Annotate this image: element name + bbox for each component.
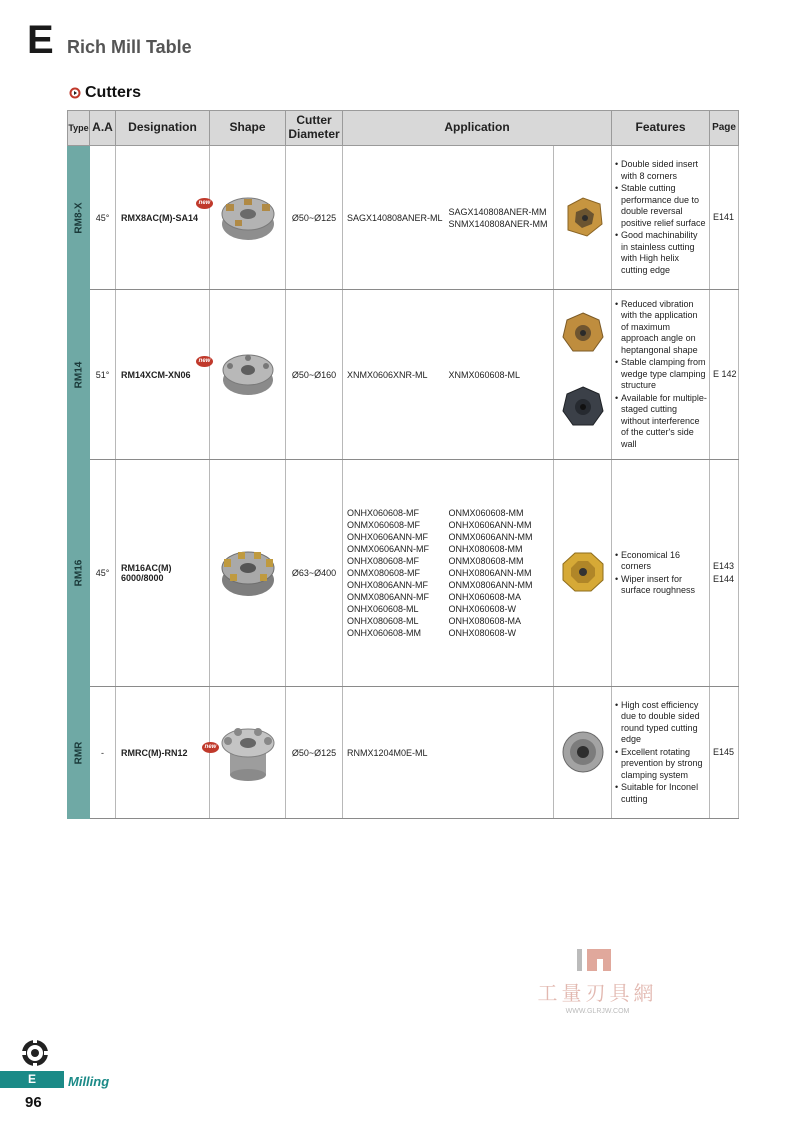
insert-image-cell bbox=[554, 146, 612, 290]
insert-image-cell bbox=[554, 687, 612, 819]
heptagon-insert-images bbox=[559, 309, 607, 439]
insert-code: ONMX0806ANN-MF bbox=[347, 592, 430, 602]
page-title: Rich Mill Table bbox=[67, 37, 192, 57]
designation-text: RM14XCM-XN06 bbox=[121, 369, 191, 380]
insert-code: ONMX080608-MF bbox=[347, 568, 421, 578]
insert-code: RNMX1204M0E-ML bbox=[347, 747, 428, 758]
application-col2 bbox=[449, 687, 554, 819]
feature-item: • Economical 16 corners bbox=[615, 550, 707, 573]
cutters-table bbox=[67, 110, 739, 819]
col-header-application: Application bbox=[343, 111, 612, 146]
table-row bbox=[68, 146, 739, 290]
insert-code: ONHX0606ANN-MM bbox=[448, 520, 532, 530]
page-cell bbox=[710, 290, 739, 460]
insert-code: ONHX0606ANN-MF bbox=[347, 532, 429, 542]
type-cell bbox=[68, 687, 90, 819]
application-col1 bbox=[343, 460, 449, 687]
new-badge: new bbox=[202, 742, 219, 753]
feature-item: • Available for multiple-staged cutting without interference of the cutter's side wall bbox=[615, 393, 707, 451]
page-ref-link[interactable]: E141 bbox=[713, 212, 735, 222]
col-header-diameter: Cutter Diameter bbox=[286, 111, 343, 146]
new-badge: new bbox=[196, 198, 213, 209]
designation-cell bbox=[116, 290, 210, 460]
watermark-text: 工量刃具網 bbox=[537, 983, 658, 1005]
feature-item: • Stable clamping from wedge type clamping structure bbox=[615, 357, 707, 392]
feature-item: • Reduced vibration with the application of maximum approach angle on heptangonal shape bbox=[615, 299, 707, 357]
footer-tab: E bbox=[0, 1071, 64, 1088]
application-col2 bbox=[449, 290, 554, 460]
feature-item: • Wiper insert for surface roughness bbox=[615, 574, 707, 597]
col-header-type: Type bbox=[68, 111, 90, 146]
features-cell bbox=[612, 146, 710, 290]
type-cell bbox=[68, 146, 90, 290]
feature-item: • High cost efficiency due to double sided round typed cutting edge bbox=[615, 700, 707, 746]
designation-cell bbox=[116, 146, 210, 290]
insert-image-cell bbox=[554, 290, 612, 460]
insert-code: ONHX080608-MA bbox=[448, 616, 522, 626]
insert-code: ONHX060608-W bbox=[448, 604, 517, 614]
insert-code: SNMX140808ANER-MM bbox=[448, 218, 548, 229]
section-heading bbox=[69, 84, 141, 102]
table-row bbox=[68, 460, 739, 687]
type-label: RM16 bbox=[73, 559, 84, 587]
insert-code: ONMX060608-MM bbox=[448, 508, 524, 518]
circle-arrow-icon bbox=[69, 87, 81, 99]
insert-code: XNMX060608-ML bbox=[448, 369, 521, 380]
insert-code: ONHX0806ANN-MM bbox=[448, 568, 532, 578]
page-ref-link[interactable]: E 142 bbox=[713, 369, 737, 379]
designation-cell bbox=[116, 460, 210, 687]
diameter-cell: Ø50~Ø160 bbox=[286, 290, 343, 460]
page-cell bbox=[710, 687, 739, 819]
feature-item: • Stable cutting performance due to double reversal positive relief surface bbox=[615, 183, 707, 229]
type-cell bbox=[68, 290, 90, 460]
insert-code: ONHX080608-W bbox=[448, 628, 517, 638]
diameter-cell: Ø63~Ø400 bbox=[286, 460, 343, 687]
page-number: 96 bbox=[25, 1094, 42, 1111]
insert-code: ONHX060608-MF bbox=[347, 508, 420, 518]
insert-code: ONHX080608-ML bbox=[347, 616, 419, 626]
feature-item: • Excellent rotating prevention by strong clamping system bbox=[615, 747, 707, 782]
col-header-designation: Designation bbox=[116, 111, 210, 146]
insert-code: SAGX140808ANER-ML bbox=[347, 212, 443, 223]
application-col1 bbox=[343, 290, 449, 460]
page-cell bbox=[710, 146, 739, 290]
type-label: RMR bbox=[73, 741, 84, 764]
insert-code: ONHX080608-MM bbox=[448, 544, 523, 554]
square-insert-image bbox=[560, 194, 606, 240]
type-label: RM14 bbox=[73, 361, 84, 388]
insert-code: ONHX080608-MF bbox=[347, 556, 420, 566]
insert-code: ONMX0606ANN-MF bbox=[347, 544, 430, 554]
features-cell bbox=[612, 290, 710, 460]
octagon-insert-image bbox=[559, 549, 607, 595]
application-col2 bbox=[449, 146, 554, 290]
page-cell bbox=[710, 460, 739, 687]
feature-item: • Double sided insert with 8 corners bbox=[615, 159, 707, 182]
new-badge: new bbox=[196, 356, 213, 367]
insert-code: ONHX0806ANN-MF bbox=[347, 580, 429, 590]
application-col2 bbox=[449, 460, 554, 687]
shape-cell bbox=[210, 290, 286, 460]
watermark-logo-icon bbox=[575, 945, 615, 975]
diameter-cell: Ø50~Ø125 bbox=[286, 146, 343, 290]
page-ref-link[interactable]: E144 bbox=[713, 574, 735, 584]
section-letter: E bbox=[27, 18, 54, 62]
features-cell bbox=[612, 460, 710, 687]
page-ref-link[interactable]: E145 bbox=[713, 747, 735, 757]
insert-code: ONMX0806ANN-MM bbox=[448, 580, 533, 590]
shape-cell bbox=[210, 146, 286, 290]
insert-code: ONMX080608-MM bbox=[448, 556, 524, 566]
cutter-body-image bbox=[216, 348, 280, 400]
watermark bbox=[530, 945, 665, 1015]
insert-code: ONMX060608-MF bbox=[347, 520, 421, 530]
aa-cell: 45° bbox=[90, 460, 116, 687]
insert-code: SAGX140808ANER-MM bbox=[448, 206, 547, 217]
aa-cell: 51° bbox=[90, 290, 116, 460]
insert-code: ONMX0606ANN-MM bbox=[448, 532, 533, 542]
features-cell bbox=[612, 687, 710, 819]
application-col1 bbox=[343, 146, 449, 290]
insert-code: XNMX0606XNR-ML bbox=[347, 369, 428, 380]
insert-code: ONHX060608-MA bbox=[448, 592, 522, 602]
designation-text: RMRC(M)-RN12 bbox=[121, 747, 188, 758]
section-title: Cutters bbox=[85, 84, 142, 101]
type-cell bbox=[68, 460, 90, 687]
col-header-shape: Shape bbox=[210, 111, 286, 146]
col-header-features: Features bbox=[612, 111, 710, 146]
type-label: RM8-X bbox=[73, 201, 84, 234]
insert-code: ONHX060608-ML bbox=[347, 604, 419, 614]
col-header-aa: A.A bbox=[90, 111, 116, 146]
shape-cell bbox=[210, 460, 286, 687]
insert-image-cell bbox=[554, 460, 612, 687]
page-ref-link[interactable]: E143 bbox=[713, 561, 735, 571]
cutter-body-image bbox=[216, 190, 280, 244]
table-row bbox=[68, 290, 739, 460]
aa-cell: - bbox=[90, 687, 116, 819]
cutter-body-image bbox=[216, 721, 280, 783]
table-row bbox=[68, 687, 739, 819]
round-insert-image bbox=[559, 728, 607, 776]
feature-item: • Suitable for Inconel cutting bbox=[615, 782, 707, 805]
insert-code: ONHX060608-MM bbox=[347, 628, 422, 638]
cutter-logo-icon bbox=[20, 1037, 50, 1069]
cutter-body-image bbox=[216, 544, 280, 600]
designation-text: RM16AC(M) 6000/8000 bbox=[121, 563, 172, 583]
diameter-cell: Ø50~Ø125 bbox=[286, 687, 343, 819]
footer-category: Milling bbox=[68, 1074, 110, 1089]
watermark-url: WWW.GLRJW.COM bbox=[565, 1008, 630, 1015]
designation-cell bbox=[116, 687, 217, 819]
feature-item: • Good machinability in stainless cutting with High helix cutting edge bbox=[615, 230, 707, 276]
col-header-page: Page bbox=[710, 111, 739, 146]
shape-cell bbox=[210, 687, 286, 819]
aa-cell: 45° bbox=[90, 146, 116, 290]
designation-text: RMX8AC(M)-SA14 bbox=[121, 212, 199, 223]
application-col1 bbox=[343, 687, 449, 819]
